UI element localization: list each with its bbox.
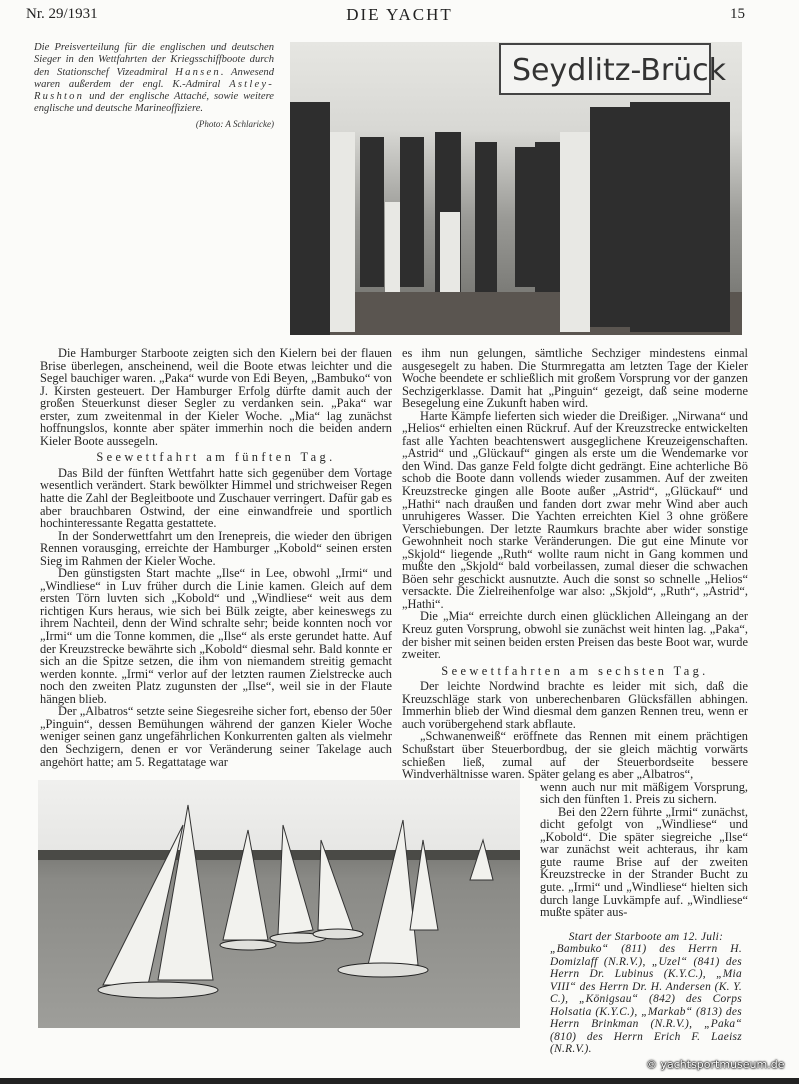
- page-number: 15: [730, 6, 745, 22]
- top-photo-prize-ceremony: [290, 42, 742, 335]
- paragraph: Den günstigsten Start machte „Ilse“ in Lee, obwohl „Irmi“ und „Windliese“ in Luv früher durch die Linie kamen. Gleich auf dem ersten Törn luvten sich „Kobold“ und „Windliese“ weit aus dem richtigen Kurs heraus, wie sich bei Bülk zeigte, aber keineswegs zu ihrem Nachteil, denn der Wind schralte sehr; beide konnten noch vor „Irmi“ um die Tonne kommen, die „Ilse“ als erste gerundet hatte. Auf der Kreuzstrecke bewährte sich „Kobold“ diesmal sehr. Bald konnte er sich an die Spitze setzen, die ihm von niemandem streitig gemacht werden konnte. „Irmi“ verlor auf der letzten raumen Zielstrecke auch noch den zweiten Platz zugunsten der „Ilse“, weil sie in der Flaute hängen blieb.: [40, 566, 392, 706]
- paragraph: es ihm nun gelungen, sämtliche Sechziger mindestens einmal ausgesegelt zu haben. Die Sturmregatta am letzten Tage der Kieler Woche beendete er schließlich mit großem Vorsprung vor der ganzen Sechzigerklasse. Damit hat „Pinguin“ gezeigt, daß seine moderne Besegelung eine Zukunft haben wird.: [402, 346, 748, 411]
- section-heading: Seewettfahrt am fünften Tag.: [96, 450, 336, 465]
- scan-edge: [0, 1078, 799, 1084]
- caption-text: und der englische Attaché, sowie weitere englische und deutsche Marineoffiziere.: [34, 91, 274, 115]
- paragraph: Die Hamburger Starboote zeigten sich den Kielern bei der flauen Brise überlegen, anscheinend, weil die Boote etwas leichter und die Segel bauchiger waren. „Paka“ wurde von Edi Beyen, „Bambuko“ von J. Kirsten gesteuert. Der Hamburger Erfolg dürfte damit auch der großen Steuerkunst dieser Segler zu verdanken sein. „Paka“ war erster, zum zweitenmal in der Kieler Woche. „Mia“ lag zunächst hoffnungslos, konnte aber später immerhin noch die beiden andern Kieler Boote aussegeln.: [40, 346, 392, 448]
- caption-body: „Bambuko“ (811) des Herrn H. Domizlaff (N.R.V.), „Uzel“ (841) des Herrn Dr. Lubinus (K.Y.C.), „Mia VIII“ des Herrn Dr. H. Andersen (K. Y. C.), „Königsau“ (842) des Corps Holsatia (K.Y.C.), „Markab“ (813) des Herrn Brinkman (N.R.V.), „Paka“ (810) des Herrn Erich F. Laeisz (N.R.V.).: [550, 943, 742, 1056]
- paragraph: In der Sonderwettfahrt um den Irenepreis, die wieder den übrigen Rennen vorausging, erreichte der Hamburger „Kobold“ seinen ersten Sieg im Rahmen der Kieler Woche.: [40, 528, 392, 568]
- bottom-photo-caption: [550, 931, 742, 1056]
- caption-name: Hansen: [175, 66, 221, 78]
- caption-text: Die Preisverteilung für die englischen und deutschen Sieger in den Wettfahrten der Kriegsschiffboote durch den Stationschef Vizeadmiral: [34, 42, 274, 78]
- top-photo-caption: [34, 42, 274, 130]
- paragraph: Der leichte Nordwind brachte es leider mit sich, daß die Kreuzschläge stark von unberechenbaren Glücksfällen abhingen. Immerhin blieb der Wind diesmal dem ganzen Rennen treu, wenn er auch vorübergehend stark abflaute.: [402, 679, 748, 731]
- ceremony-illustration: [290, 42, 742, 335]
- issue-number: Nr. 29/1931: [26, 6, 98, 22]
- photo-credit: (Photo: A Schlaricke): [195, 118, 274, 129]
- right-article-column-continued: [540, 781, 748, 919]
- paragraph: Bei den 22ern führte „Irmi“ zunächst, dicht gefolgt von „Windliese“ und „Kobold“. Die später siegreiche „Ilse“ war zunächst weit achteraus, ihr kam gute raume Brise auf der zweiten Kreuzstrecke in der Strander Bucht zu gute. „Irmi“ und „Windliese“ hielten sich durch lange Luvkämpfe auf. „Windliese“ mußte später aus-: [540, 804, 748, 920]
- paragraph: „Schwanenweiß“ eröffnete das Rennen mit einem prächtigen Schußstart über Steuerbordbug, der sie gleich mächtig vorwärts schießen ließ, zumal auf der Steuerbordseite bessere Windverhältnisse waren. Später gelang es aber „Albatros“,: [402, 729, 748, 782]
- section-heading: Seewettfahrten am sechsten Tag.: [441, 663, 709, 678]
- paragraph: Die „Mia“ erreichte durch einen glücklichen Alleingang an der Kreuz guten Vorsprung, obwohl sie zunächst weit hinten lag. „Paka“, der bisher mit seinen beiden ersten Preisen das beste Boot war, wurde zweiter.: [402, 609, 748, 662]
- caption-title: Start der Starboote am 12. Juli:: [568, 930, 724, 943]
- paragraph: Der „Albatros“ setzte seine Siegesreihe sicher fort, ebenso der 50er „Pinguin“, dessen Bemühungen während der ganzen Kieler Woche weniger seinen ganz ungefährlichen Konkurrenten galten als vielmehr den Sechzigern, denen er vor Veränderung seiner Takelage auch angehört hatte; am 5. Regattatage war: [40, 704, 392, 769]
- caption-text: . Anwesend waren außerdem der engl. K.-Admiral: [34, 66, 275, 90]
- paragraph: wenn auch nur mit mäßigem Vorsprung, sich den fünften 1. Preis zu sichern.: [540, 779, 748, 807]
- watermark: © yachtsportmuseum.de: [646, 1058, 785, 1071]
- magazine-title: DIE YACHT: [346, 5, 453, 24]
- right-article-column: [402, 347, 748, 1056]
- caption-name: Astley-Rushton: [34, 78, 274, 103]
- sign-text: Seydlitz-Brück: [512, 53, 727, 88]
- paragraph: Harte Kämpfe lieferten sich wieder die Dreißiger. „Nirwana“ und „Helios“ erhielten einen Rückruf. Auf der Kreuzstrecke entwickelten fast alle Yachten beachtenswert ausgeglichene Kreuzeigenschaften. „Astrid“ und „Glückauf“ gingen als erste um die Wendemarke vor den Wind. Das ganze Feld folgte dicht gedrängt. Eine achterliche Bö schob die Boote dann vollends wieder zusammen. Auf der zweiten Kreuzstrecke gingen alle Boote außer „Astrid“, „Glückauf“ und „Hathi“ nach draußen und fanden dort zwar mehr Wind aber auch unruhigeres Wasser. Die Yachten erreichten Kiel 3 ohne größere Verschiebungen. Der letzte Raumkurs brachte aber wider sonstige Gewohnheit noch starke Veränderungen. Die gut eine Minute vor „Skjold“ liegende „Ruth“ wollte raum nicht in Gang kommen und mußte den „Skjold“ bald vorbeilassen, zumal dieser die schwachen Böen sehr geschickt ausnutzte. Auch die sonst so schnelle „Helios“ versackte. Die Zielreihenfolge war also: „Skjold“, „Ruth“, „Astrid“, „Hathi“.: [402, 408, 748, 611]
- paragraph: Das Bild der fünften Wettfahrt hatte sich gegenüber dem Vortage wesentlich verändert. Stark bewölkter Himmel und strichweiser Regen hatte die Zahl der Begleitboote und Zuschauer verringert. Dafür gab es aber brauchbaren Ostwind, der eine einwandfreie und sportlich hochinteressante Regatta gestattete.: [40, 465, 392, 531]
- left-article-column: [40, 347, 392, 768]
